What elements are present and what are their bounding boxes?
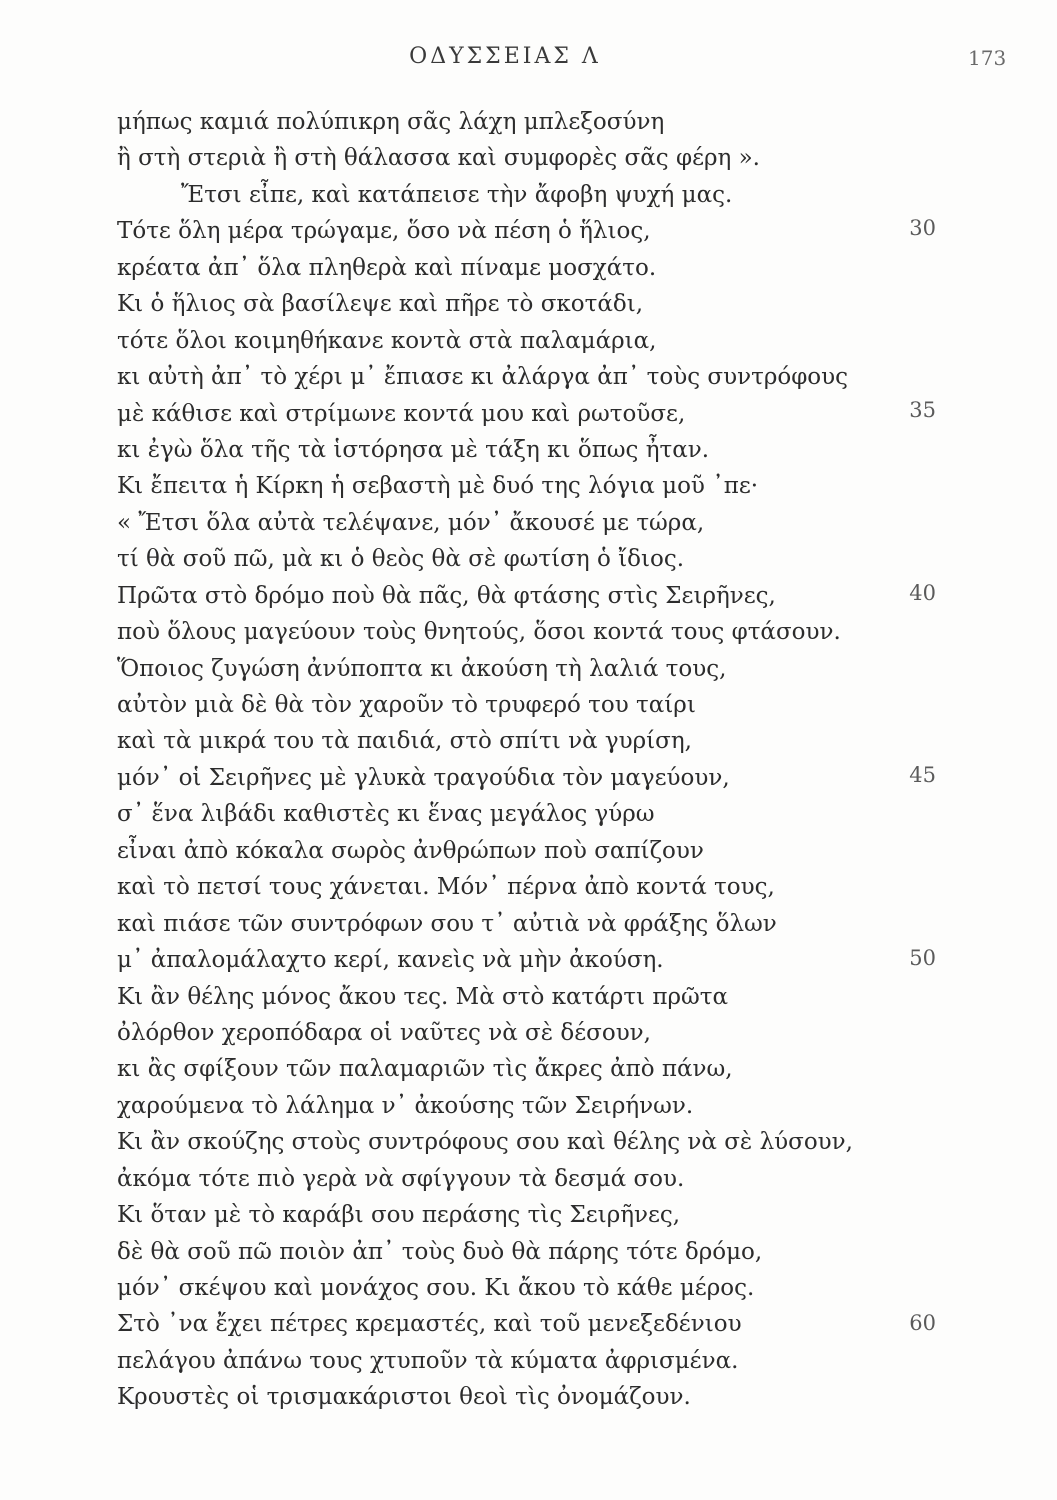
verse-line: μόν᾽ σκέψου καὶ μονάχος σου. Κι ἄκου τὸ κάθε μέρος. bbox=[117, 1275, 755, 1301]
page-number: 173 bbox=[968, 46, 1007, 70]
verse-line: ὀλόρθον χεροπόδαρα οἱ ναῦτες νὰ σὲ δέσουν, bbox=[117, 1019, 651, 1046]
verse-line: καὶ τὰ μικρά του τὰ παιδιά, στὸ σπίτι νὰ γυρίση, bbox=[117, 728, 692, 755]
line-number: 30 bbox=[909, 216, 936, 240]
verse-line: τί θὰ σοῦ πῶ, μὰ κι ὁ θεὸς θὰ σὲ φωτίση ὁ ἴδιος. bbox=[117, 546, 685, 573]
line-number: 35 bbox=[909, 398, 936, 422]
verse-line: πελάγου ἀπάνω τους χτυποῦν τὰ κύματα ἀφρισμένα. bbox=[117, 1347, 739, 1374]
line-number: 40 bbox=[909, 581, 936, 605]
verse-line: μ᾽ ἀπαλομάλαχτο κερί, κανεὶς νὰ μὴν ἀκούση. bbox=[117, 947, 664, 974]
verse-line: μήπως καμιά πολύπικρη σᾶς λάχη μπλεξοσύνη bbox=[117, 109, 665, 135]
verse-line: αὐτὸν μιὰ δὲ θὰ τὸν χαροῦν τὸ τρυφερό του ταίρι bbox=[117, 692, 696, 718]
verse-line: Τότε ὅλη μέρα τρώγαμε, ὅσο νὰ πέση ὁ ἥλιος, bbox=[117, 218, 651, 245]
line-number: 50 bbox=[909, 946, 936, 970]
verse-line: εἶναι ἀπὸ κόκαλα σωρὸς ἀνθρώπων ποὺ σαπίζουν bbox=[117, 837, 704, 864]
verse-line: σ᾽ ἕνα λιβάδι καθιστὲς κι ἕνας μεγάλος γύρω bbox=[117, 801, 655, 828]
verse-line: κι ἐγὼ ὅλα τῆς τὰ ἱστόρησα μὲ τάξη κι ὅπως ἦταν. bbox=[117, 436, 710, 463]
verse-line: τότε ὅλοι κοιμηθήκανε κοντὰ στὰ παλαμάρια, bbox=[117, 327, 657, 354]
verse-line: κι αὐτὴ ἀπ᾽ τὸ χέρι μ᾽ ἔπιασε κι ἀλάργα ἀπ᾽ τοὺς συντρόφους bbox=[117, 364, 849, 391]
verse-line: Ὅποιος ζυγώση ἀνύποπτα κι ἀκούση τὴ λαλιά τους, bbox=[117, 655, 727, 682]
verse-line: κι ἂς σφίξουν τῶν παλαμαριῶν τὶς ἄκρες ἀπὸ πάνω, bbox=[117, 1056, 733, 1083]
verse-text bbox=[117, 104, 917, 1416]
verse-line: Κι ἂν σκούζης στοὺς συντρόφους σου καὶ θέλης νὰ σὲ λύσουν, bbox=[117, 1129, 853, 1156]
verse-line: Κρουστὲς οἱ τρισμακάριστοι θεοὶ τὶς ὀνομάζουν. bbox=[117, 1384, 691, 1411]
line-number: 45 bbox=[909, 763, 936, 787]
running-title: ΟΔΥΣΣΕΙΑΣ Λ bbox=[409, 44, 601, 69]
verse-line: Πρῶτα στὸ δρόμο ποὺ θὰ πᾶς, θὰ φτάσης στὶς Σειρῆνες, bbox=[117, 582, 776, 609]
verse-line: Κι ὅταν μὲ τὸ καράβι σου περάσης τὶς Σειρῆνες, bbox=[117, 1202, 681, 1229]
verse-line: ἢ στὴ στεριὰ ἢ στὴ θάλασσα καὶ συμφορὲς σᾶς φέρη ». bbox=[117, 145, 760, 172]
verse-line: Στὸ ᾽να ἔχει πέτρες κρεμαστές, καὶ τοῦ μενεξεδένιου bbox=[117, 1311, 742, 1338]
verse-line: Κι ἂν θέλης μόνος ἄκου τες. Μὰ στὸ κατάρτι πρῶτα bbox=[117, 983, 729, 1010]
verse-line: κρέατα ἀπ᾽ ὅλα πληθερὰ καὶ πίναμε μοσχάτο. bbox=[117, 254, 657, 281]
verse-line: Ἔτσι εἶπε, καὶ κατάπεισε τὴν ἄφοβη ψυχή μας. bbox=[181, 181, 733, 208]
verse-line: καὶ πιάσε τῶν συντρόφων σου τ᾽ αὐτιὰ νὰ φράξης ὅλων bbox=[117, 910, 777, 937]
verse-line: μόν᾽ οἱ Σειρῆνες μὲ γλυκὰ τραγούδια τὸν μαγεύουν, bbox=[117, 764, 730, 791]
verse-line: « Ἔτσι ὅλα αὐτὰ τελέψανε, μόν᾽ ἄκουσέ με τώρα, bbox=[117, 509, 705, 536]
verse-line: χαρούμενα τὸ λάλημα ν᾽ ἀκούσης τῶν Σειρήνων. bbox=[117, 1092, 694, 1119]
verse-line: Κι ὁ ἥλιος σὰ βασίλεψε καὶ πῆρε τὸ σκοτάδι, bbox=[117, 291, 644, 318]
verse-line: Κι ἔπειτα ἡ Κίρκη ἡ σεβαστὴ μὲ δυό της λόγια μοῦ ᾽πε· bbox=[117, 473, 759, 500]
verse-line: δὲ θὰ σοῦ πῶ ποιὸν ἀπ᾽ τοὺς δυὸ θὰ πάρης τότε δρόμο, bbox=[117, 1238, 763, 1265]
verse-line: καὶ τὸ πετσί τους χάνεται. Μόν᾽ πέρνα ἀπὸ κοντά τους, bbox=[117, 874, 775, 901]
verse-line: μὲ κάθισε καὶ στρίμωνε κοντά μου καὶ ρωτοῦσε, bbox=[117, 400, 686, 427]
verse-line: ποὺ ὅλους μαγεύουν τοὺς θνητούς, ὅσοι κοντά τους φτάσουν. bbox=[117, 619, 841, 646]
line-number: 60 bbox=[909, 1311, 936, 1335]
verse-line: ἀκόμα τότε πιὸ γερὰ νὰ σφίγγουν τὰ δεσμά σου. bbox=[117, 1165, 685, 1192]
